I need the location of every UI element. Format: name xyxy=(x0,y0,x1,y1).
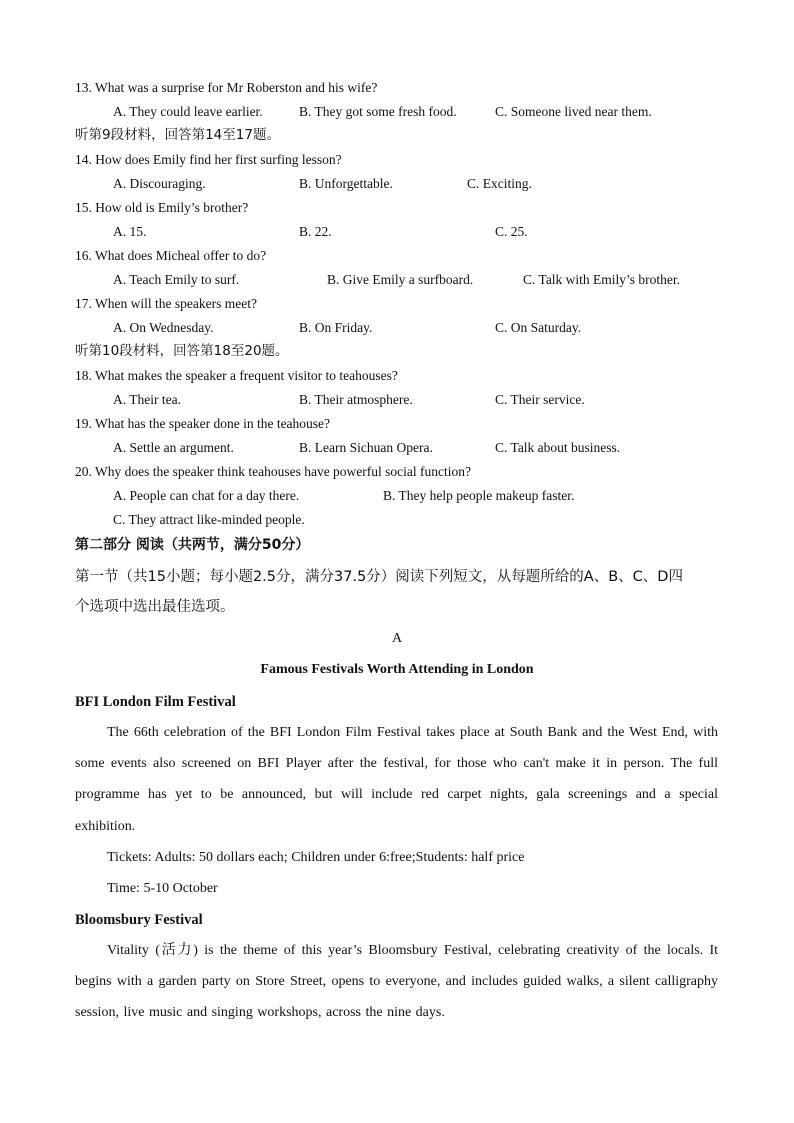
q18-option-b: B. Their atmosphere. xyxy=(299,392,413,407)
part2-intro-line2: 个选项中选出最佳选项。 xyxy=(75,599,235,615)
bloomsbury-text: Vitality (活力) is the theme of this year’s Bloomsbury Festival, celebrating creativity of the locals. It begins with a garden party on Store Street, opens to everyone, and includes guided walks, a silent calligraphy session, live music and singing workshops, across the nine days. xyxy=(75,943,718,1021)
q13-option-a: A. They could leave earlier. xyxy=(113,104,263,119)
q16-option-a: A. Teach Emily to surf. xyxy=(113,272,240,287)
question-14: 14. How does Emily find her first surfing lesson? xyxy=(75,152,342,167)
bfi-tickets: Tickets: Adults: 50 dollars each; Children under 6:free;Students: half price xyxy=(107,850,525,865)
passage-label: A xyxy=(391,631,403,646)
q19-option-a: A. Settle an argument. xyxy=(113,440,234,455)
question-19: 19. What has the speaker done in the teahouse? xyxy=(75,416,331,431)
part2-title: 第二部分 阅读（共两节，满分50分） xyxy=(75,537,310,553)
q13-option-c: C. Someone lived near them. xyxy=(495,104,652,119)
q19-option-c: C. Talk about business. xyxy=(495,440,621,455)
q14-option-a: A. Discouraging. xyxy=(113,176,206,191)
q17-option-a: A. On Wednesday. xyxy=(113,320,214,335)
q15-option-b: B. 22. xyxy=(299,224,332,239)
q14-option-c: C. Exciting. xyxy=(467,176,532,191)
bloomsbury-heading: Bloomsbury Festival xyxy=(75,912,203,928)
q16-option-c: C. Talk with Emily’s brother. xyxy=(523,272,681,287)
q19-option-b: B. Learn Sichuan Opera. xyxy=(299,440,433,455)
q20-option-c: C. They attract like-minded people. xyxy=(113,512,305,527)
q20-option-b: B. They help people makeup faster. xyxy=(383,488,575,503)
passage-title: Famous Festivals Worth Attending in London xyxy=(260,662,534,677)
q17-option-c: C. On Saturday. xyxy=(495,320,582,335)
part2-intro-line1: 第一节（共15小题；每小题2.5分，满分37.5分）阅读下列短文，从每题所给的A、B、C、D四 xyxy=(75,569,683,585)
listening-instruction-9: 听第9段材料，回答第14至17题。 xyxy=(75,127,280,143)
bfi-time: Time: 5-10 October xyxy=(107,881,218,896)
q14-option-b: B. Unforgettable. xyxy=(299,176,393,191)
q13-option-b: B. They got some fresh food. xyxy=(299,104,457,119)
question-17: 17. When will the speakers meet? xyxy=(75,296,257,311)
question-18: 18. What makes the speaker a frequent visitor to teahouses? xyxy=(75,368,398,383)
q20-option-a: A. People can chat for a day there. xyxy=(113,488,300,503)
question-16: 16. What does Micheal offer to do? xyxy=(75,248,267,263)
question-13: 13. What was a surprise for Mr Roberston and his wife? xyxy=(75,80,378,95)
q15-option-a: A. 15. xyxy=(113,224,147,239)
bfi-text: The 66th celebration of the BFI London Film Festival takes place at South Bank and the West End, with some events also screened on BFI Player after the festival, for those who can't make it in person. The full programme has yet to be announced, but will include red carpet nights, gala screenings and a special exhibition. xyxy=(75,725,718,834)
q18-option-c: C. Their service. xyxy=(495,392,585,407)
q17-option-b: B. On Friday. xyxy=(299,320,373,335)
question-15: 15. How old is Emily’s brother? xyxy=(75,200,249,215)
q16-option-b: B. Give Emily a surfboard. xyxy=(327,272,474,287)
q18-option-a: A. Their tea. xyxy=(113,392,181,407)
q15-option-c: C. 25. xyxy=(495,224,528,239)
bfi-heading: BFI London Film Festival xyxy=(75,694,236,710)
bloomsbury-paragraph xyxy=(75,935,718,1029)
listening-instruction-10: 听第10段材料，回答第18至20题。 xyxy=(75,343,289,359)
question-20: 20. Why does the speaker think teahouses have powerful social function? xyxy=(75,464,472,479)
bfi-paragraph xyxy=(75,717,718,842)
